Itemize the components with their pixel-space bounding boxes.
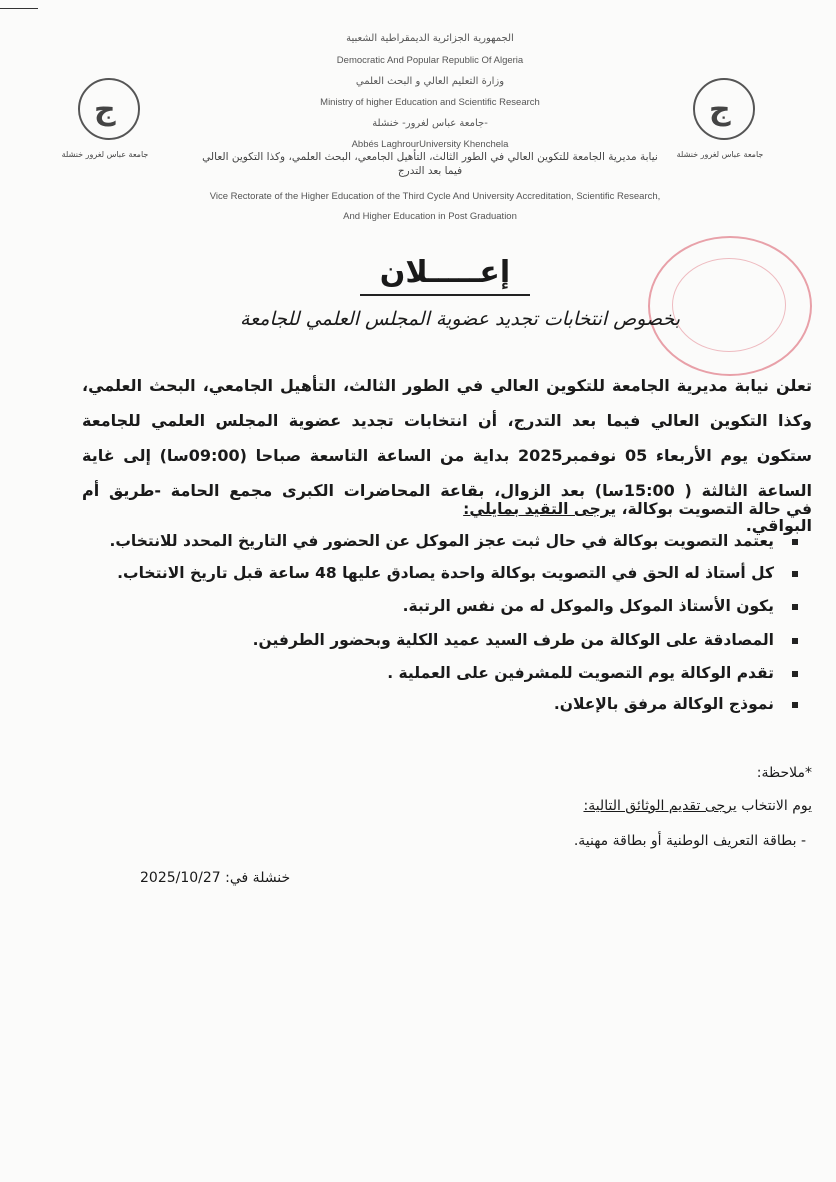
bullet-icon	[792, 571, 798, 577]
bullet-icon	[792, 604, 798, 610]
scan-edge-line	[0, 8, 38, 9]
list-item: نموذج الوكالة مرفق بالإعلان.	[554, 695, 798, 713]
list-item: يكون الأستاذ الموكل والموكل له من نفس الرتبة.	[403, 597, 798, 615]
university-logo-left: ج جامعة عباس لغرور خنشلة	[60, 78, 150, 178]
republic-ar: الجمهورية الجزائرية الديمقراطية الشعبية	[346, 33, 514, 44]
note-intro: يوم الانتخاب يرجى تقديم الوثائق التالية:	[583, 798, 812, 814]
bullet-icon	[792, 638, 798, 644]
note-item: - بطاقة التعريف الوطنية أو بطاقة مهنية.	[573, 833, 806, 849]
ministry-ar: وزارة التعليم العالي و البحث العلمي	[355, 76, 505, 87]
logo-mark-icon: ج	[709, 92, 731, 127]
list-item: يعتمد التصويت بوكالة في حال ثبت عجز الموكل عن الحضور في التاريخ المحدد للانتخاب.	[109, 532, 798, 550]
date-line: خنشلة في: 2025/10/27	[140, 870, 291, 886]
university-en: Abbés LaghrourUniversity Khenchela	[351, 139, 509, 150]
announcement-paragraph: تعلن نيابة مديرية الجامعة للتكوين العالي في الطور الثالث، التأهيل الجامعي، البحث العلمي، وكذا التكوين العالي فيما بعد التدرج، أن انتخابات تجديد عضوية المجلس العلمي للجامعة ستكون يوم الأربعاء 05 نوفمبر2025 بداية من الساعة التاسعة صباحا (09:00سا) إلى غاية الساعة الثالثة ( 15:00سا) بعد الزوال، بقاعة المحاضرات الكبرى مجمع الحامة -طريق أم البواقي.	[82, 376, 813, 535]
university-ar: جامعة عباس لغرور- خنشلة-	[372, 118, 488, 129]
list-item: تقدم الوكالة يوم التصويت للمشرفين على العملية .	[387, 664, 798, 682]
page-subtitle: بخصوص انتخابات تجديد عضوية المجلس العلمي للجامعة	[239, 308, 681, 330]
page-title: إعـــــلان	[360, 255, 530, 296]
bullet-icon	[792, 539, 798, 545]
proxy-intro: في حالة التصويت بوكالة، يرجى التقيد بمايلي:	[463, 500, 812, 518]
vice-rectorate-en-1: Vice Rectorate of the Higher Education of the Third Cycle And University Accreditation, Scientific Research,	[209, 191, 661, 202]
bullet-icon	[792, 702, 798, 708]
ministry-en: Ministry of higher Education and Scientific Research	[320, 97, 540, 108]
bullet-icon	[792, 671, 798, 677]
note-label: *ملاحظة:	[756, 765, 812, 781]
logo-mark-icon: ج	[94, 92, 116, 127]
vice-rectorate-en-2: And Higher Education in Post Graduation	[343, 211, 517, 222]
university-logo-right: ج جامعة عباس لغرور خنشلة	[675, 78, 765, 178]
list-item: كل أستاذ له الحق في التصويت بوكالة واحدة يصادق عليها 48 ساعة قبل تاريخ الانتخاب.	[117, 564, 798, 582]
official-stamp	[648, 236, 812, 376]
vice-rectorate-ar: نيابة مديرية الجامعة للتكوين العالي في الطور الثالث، التأهيل الجامعي، البحث العلمي، وكذا التكوين العالي فيما بعد التدرج	[202, 151, 658, 177]
list-item: المصادقة على الوكالة من طرف السيد عميد الكلية وبحضور الطرفين.	[253, 631, 798, 649]
republic-en: Democratic And Popular Republic Of Algeria	[336, 55, 524, 66]
